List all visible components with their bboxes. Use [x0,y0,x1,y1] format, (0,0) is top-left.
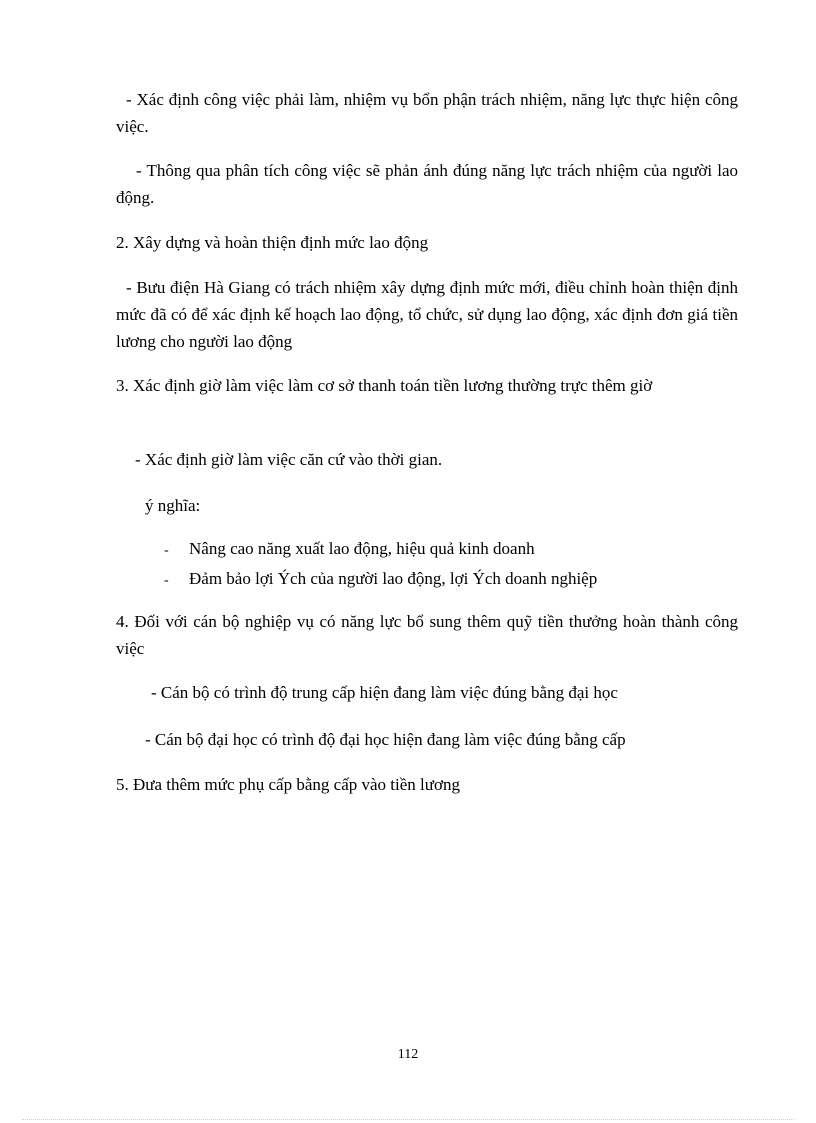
list-item [164,535,597,565]
heading-labor-norms: 2. Xây dựng và hoàn thiện định mức lao động [116,233,429,252]
list-item-text: Nâng cao năng xuất lao động, hiệu quả kinh doanh [189,539,535,558]
paragraph-meaning-label: ý nghĩa: [145,496,201,515]
heading-degree-allowance: 5. Đưa thêm mức phụ cấp bằng cấp vào tiền lương [116,775,460,794]
paragraph-university-staff: - Cán bộ đại học có trình độ đại học hiện đang làm việc đúng bằng cấp [145,730,626,749]
meaning-list [164,535,597,595]
heading-bonus-fund: 4. Đối với cán bộ nghiệp vụ có năng lực bổ sung thêm quỹ tiền thưởng hoàn thành công việc [116,612,738,658]
page-number: 112 [397,1047,419,1062]
paragraph-ha-giang-post-office: - Bưu điện Hà Giang có trách nhiệm xây dựng định mức mới, điều chỉnh hoàn thiện định mức đã có để xác định kế hoạch lao động, tổ chức, sử dụng lao động, xác định đơn giá tiền lương cho người lao động [116,278,738,351]
page-bottom-divider [22,1119,794,1120]
paragraph-working-hours-basis: - Xác định giờ làm việc căn cứ vào thời gian. [135,450,443,469]
paragraph-define-job-tasks: - Xác định công việc phải làm, nhiệm vụ bổn phận trách nhiệm, năng lực thực hiện công việc. [116,90,738,136]
list-dash: - [164,543,169,558]
list-item-text: Đảm bảo lợi Ých của người lao động, lợi Ých doanh nghiệp [189,569,598,588]
list-dash: - [164,573,169,588]
list-item [164,565,597,595]
paragraph-job-analysis: - Thông qua phân tích công việc sẽ phản ánh đúng năng lực trách nhiệm của người lao động. [116,161,738,207]
heading-working-hours: 3. Xác định giờ làm việc làm cơ sở thanh toán tiền lương thường trực thêm giờ [116,376,653,395]
paragraph-intermediate-staff: - Cán bộ có trình độ trung cấp hiện đang làm việc đúng bằng đại học [151,683,618,702]
